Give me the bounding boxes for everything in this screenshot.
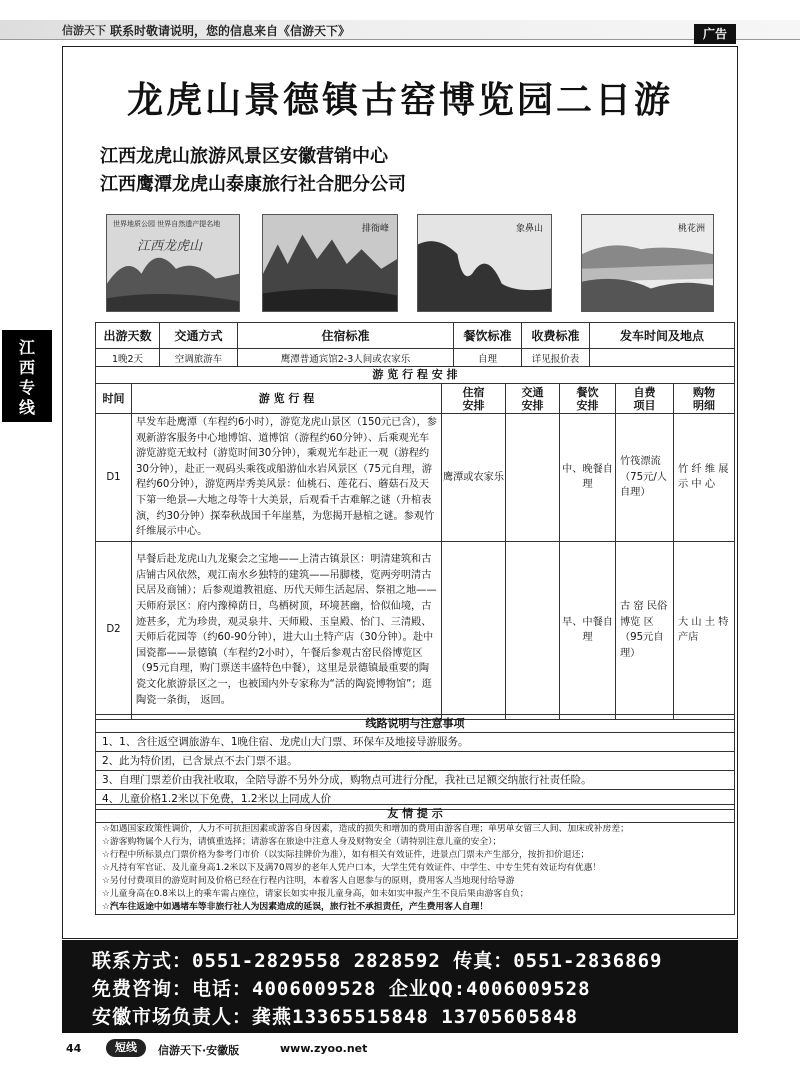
summary-row: [96, 349, 735, 367]
day-self: 古 窑 民俗博览 区（95元自理）: [616, 541, 674, 719]
org-name-2: 江西鹰潭龙虎山泰康旅行社合肥分公司: [100, 174, 406, 195]
itinerary-section-title: 游 览 行 程 安 排: [96, 367, 735, 384]
summary-header-transport: 交通方式: [160, 323, 238, 349]
day-label: D1: [96, 414, 132, 542]
itinerary-row-d1: [96, 414, 735, 542]
summary-header-fee: 收费标准: [522, 323, 590, 349]
header-notice: 联系时敬请说明，您的信息来自《信游天下》: [110, 24, 351, 38]
summary-cell: 自理: [454, 349, 522, 367]
day-text: 早发车赴鹰潭（车程约6小时），游览龙虎山景区（150元已含），参观新游客服务中心地博馆、道博馆（游程约60分钟）、后乘观光车游览游览无蚊村（游览时间30分钟），乘观光车赴正一观（游程约30分钟），赴正一观码头乘筏或船游仙水岩风景区（75元自理，游程约60分钟），游览两岸秀美风景：仙桃石、莲花石、蘑菇石及天下第一绝景—大地之母等十大美景，后观看千古难解之谜（升棺表演，约30分钟）探奉秋战国千年崖墓，为您揭开悬棺之谜。参观竹纤维展示中心。: [132, 414, 442, 542]
photo-paiyafeng: [262, 214, 398, 312]
summary-header-days: 出游天数: [96, 323, 160, 349]
summary-cell: [590, 349, 735, 367]
itin-header-time: 时间: [96, 384, 132, 414]
photo-taohuazhou: [581, 214, 714, 312]
tip-item: ☆儿童身高在0.8米以上的乘车需占座位，请家长如实申报儿童身高，如未如实申报产生不良后果由游客自负；: [102, 889, 529, 899]
tips-title: 友 情 提 示: [96, 805, 734, 823]
photo-label: 象鼻山: [515, 224, 543, 234]
tip-item: ☆汽车往返途中如遇堵车等非旅行社人为因素造成的延误，旅行社不承担责任，产生费用客人自理！: [102, 902, 489, 912]
photo-xiangbishan: [417, 214, 552, 312]
contact-box: [62, 940, 738, 1033]
day-self: 竹筏漂流（75元/人自理）: [616, 414, 674, 542]
ad-tag: 广告: [694, 24, 736, 44]
itin-header-meal: 餐饮 安排: [560, 384, 616, 414]
day-stay: [442, 541, 506, 719]
day-stay: 鹰潭或农家乐: [442, 414, 506, 542]
summary-cell: 鹰潭普通宾馆2-3人间或农家乐: [238, 349, 454, 367]
notes-title: 线路说明与注意事项: [96, 715, 734, 733]
magazine-url[interactable]: www.zyoo.net: [280, 1042, 368, 1055]
note-item: 3、自理门票差价由我社收取，全陪导游不另外分成，购物点可进行分配，我社已足额交纳旅行社责任险。: [96, 771, 734, 790]
tip-item: ☆凡持有军官证、及儿童身高1.2米以下及满70周岁的老年人凭户口本，大学生凭有效证件、中学生、中专生凭有效证均有优惠！: [102, 863, 602, 873]
header-logo: 信游天下: [62, 24, 106, 37]
itin-header-traffic: 交通 安排: [506, 384, 560, 414]
photo-longhushan: [106, 214, 240, 312]
magazine-name: 信游天下·安徽版: [158, 1044, 240, 1057]
itin-header-self: 自费 项目: [616, 384, 674, 414]
note-item: 2、此为特价团，已含景点不去门票不退。: [96, 752, 734, 771]
itin-header-stay: 住宿 安排: [442, 384, 506, 414]
day-shop: 大 山 土 特 产店: [674, 541, 735, 719]
itinerary-header-row: [96, 384, 735, 414]
page-title: 龙虎山景德镇古窑博览园二日游: [126, 79, 673, 121]
summary-cell: 空调旅游车: [160, 349, 238, 367]
contact-phone-fax: 联系方式：0551-2829558 2828592 传真：0551-2836869: [92, 950, 663, 972]
day-meal: 早、中餐自理: [560, 541, 616, 719]
summary-cell: 1晚2天: [96, 349, 160, 367]
day-text: 早餐后赴龙虎山九龙聚会之宝地——上清古镇景区：明清建筑和古店铺古风依然，观江南水乡独特的建筑——吊脚楼，览两旁明清古民居及商铺）；后参观道教祖庭、历代天师生活起居、祭祖之地——天师府景区：府内豫樟荫日，鸟栖树顶，环境甚幽，恰似仙境，古迹甚多，尤为珍贵，观灵泉井、天师殿、玉皇殿、怡门、三清殿、天师后花园等（约60-90分钟），进大山土特产店（30分钟）。赴中国瓷都——景德镇（车程约2小时），午餐后参观古窑民俗博览区（95元自理，购门票送丰盛特色中餐），这里是景德镇最重要的陶瓷文化旅游景区之一，也被国内外专家称为“活的陶瓷博物馆”；逛陶瓷一条街， 返回。: [132, 541, 442, 719]
itin-header-shop: 购物 明细: [674, 384, 735, 414]
side-tab: [2, 330, 52, 422]
page-number: 44: [66, 1042, 82, 1055]
summary-header-lodging: 住宿标准: [238, 323, 454, 349]
photo-label: 桃花洲: [677, 224, 705, 234]
photo-image-1: [107, 215, 239, 311]
tip-item: ☆另付付费项目的游览时间及价格已经在行程内注明，本着客人自愿参与的原则，费用客人当地现付给导游: [102, 876, 515, 886]
friendly-tips: [95, 804, 735, 915]
top-bar: [0, 0, 800, 48]
day-traffic: [506, 414, 560, 542]
contact-manager: 安徽市场负责人：龚燕13365515848 13705605848: [92, 1006, 579, 1028]
itin-header-route: 游 览 行 程: [132, 384, 442, 414]
section-badge: 短线: [106, 1039, 146, 1057]
photo-label: 排衙峰: [361, 224, 389, 234]
day-label: D2: [96, 541, 132, 719]
day-traffic: [506, 541, 560, 719]
contact-free-consult: 免费咨询：电话：4006009528 企业QQ:4006009528: [92, 978, 591, 1000]
itinerary-row-d2: [96, 541, 735, 719]
tip-item: ☆行程中所标景点门票价格为参考门市价（以实际挂牌价为准），如有相关有效证件，进景点门票未产生部分，按折扣价退还；: [102, 850, 590, 860]
side-tab-label: 江西专线: [18, 338, 35, 417]
summary-table: [95, 322, 735, 367]
photo-caption: 世界地质公园 世界自然遗产提名地: [113, 220, 221, 228]
org-name-1: 江西龙虎山旅游风景区安徽营销中心: [100, 146, 388, 167]
summary-header-row: [96, 323, 735, 349]
summary-cell: 详见报价表: [522, 349, 590, 367]
tip-item: ☆游客购物属个人行为，请慎重选择；请游客在旅途中注意人身及财物安全（请特别注意儿童的安全）；: [102, 837, 502, 847]
photo-calligraphy: 江西龙虎山: [137, 239, 203, 254]
day-shop: 竹 纤 维 展 示 中 心: [674, 414, 735, 542]
itinerary-table: [95, 366, 735, 720]
day-meal: 中、晚餐自理: [560, 414, 616, 542]
note-item: 4、儿童价格1.2米以下免费，1.2米以上同成人价: [102, 793, 332, 805]
tip-item: ☆如遇国家政策性调价，人力不可抗拒因素或游客自身因素，造成的损失和增加的费用由游客自理；单男单女留三人间、加床或补房差；: [102, 824, 629, 834]
summary-header-meals: 餐饮标准: [454, 323, 522, 349]
route-notes: [95, 714, 735, 810]
summary-header-departure: 发车时间及地点: [590, 323, 735, 349]
note-item: 1、1、含往返空调旅游车、1晚住宿、龙虎山大门票、环保车及地接导游服务。: [96, 733, 734, 752]
